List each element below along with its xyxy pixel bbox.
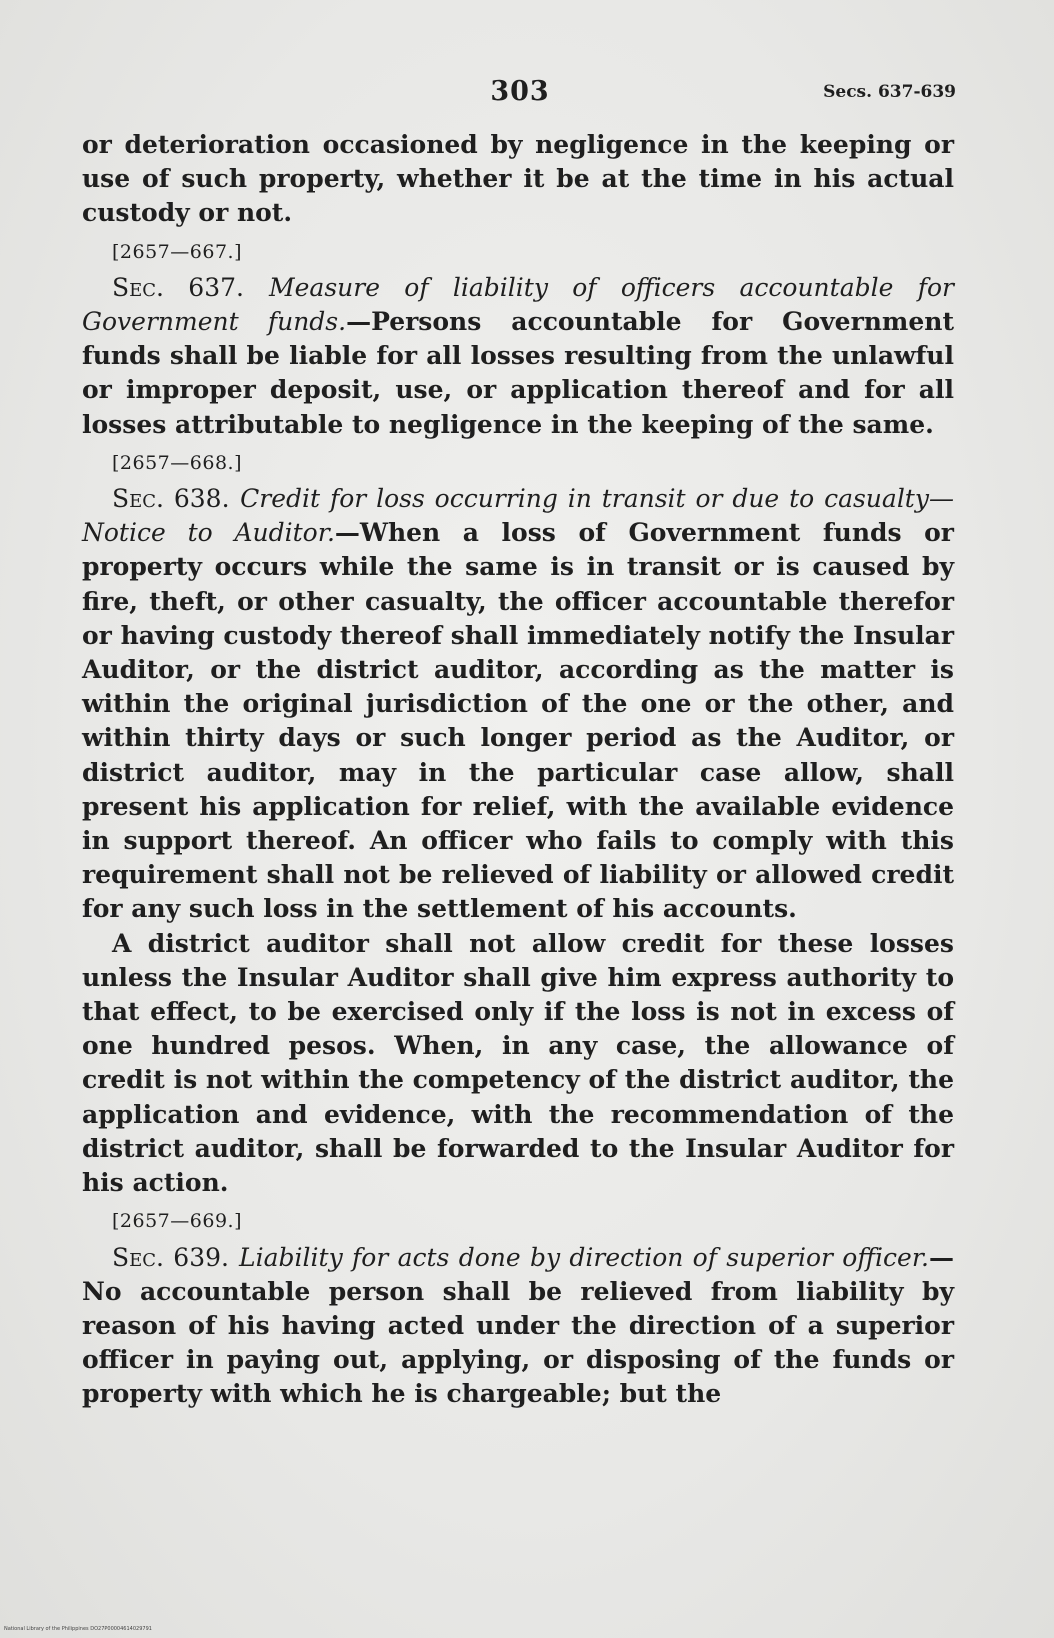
page-number: 303 [490, 76, 550, 107]
reference-639: [2657—669.] [112, 1210, 242, 1233]
section-range: Secs. 637-639 [823, 82, 956, 102]
section-637-label: Sec. 637. [112, 272, 244, 302]
page-header [84, 76, 956, 116]
reference-637: [2657—667.] [112, 240, 242, 263]
scan-credit-footer: National Library of the Philippines DO27P00004614029791 [4, 1626, 152, 1632]
section-638-label: Sec. 638. [112, 484, 230, 514]
section-637-text: —Persons accountable for Government funds shall be liable for all losses resulting from the unlawful or improper deposit, use, or application thereof and for all losses attributable to negligence in the keeping of the same. [82, 307, 954, 439]
section-639-label: Sec. 639. [112, 1242, 229, 1272]
section-639-paragraph [82, 1241, 954, 1412]
section-637-paragraph [82, 271, 954, 442]
section-638-paragraph-2: A district auditor shall not allow credit for these losses unless the Insular Auditor shall give him express authority to that effect, to be exercised only if the loss is not in excess of one hundred pesos. When, in any case, the allowance of credit is not within the competency of the district auditor, the application and evidence, with the recommendation of the district auditor, shall be forwarded to the Insular Auditor for his action. [82, 928, 954, 1198]
section-637-title: Measure of liability of officers accountable for Government funds. [82, 272, 954, 337]
section-639-text: —No accountable person shall be relieved from liability by reason of his having acted under the direction of a superior officer in paying out, applying, or disposing of the funds or property with which he is chargeable; but the [82, 1242, 954, 1409]
section-638-text: —When a loss of Government funds or property occurs while the same is in transit or is caused by fire, theft, or other casualty, the officer accountable therefor or having custody thereof shall immediately notify the Insular Auditor, or the district auditor, according as the matter is within the original jurisdiction of the one or the other, and within thirty days or such longer period as the Auditor, or district auditor, may in the particular case allow, shall present his application for relief, with the available evidence in support thereof. An officer who fails to comply with this requirement shall not be relieved of liability or allowed credit for any such loss in the settlement of his accounts. [82, 518, 954, 924]
section-639-title: Liability for acts done by direction of superior officer. [239, 1242, 929, 1272]
continuation-paragraph: or deterioration occasioned by negligence in the keeping or use of such property, whether it be at the time in his actual custody or not. [82, 130, 954, 228]
reference-638: [2657—668.] [112, 451, 242, 474]
body-text [82, 128, 954, 1412]
section-638-paragraph [82, 482, 954, 927]
section-638-title: Credit for loss occurring in transit or due to casualty—Notice to Auditor. [82, 484, 954, 548]
